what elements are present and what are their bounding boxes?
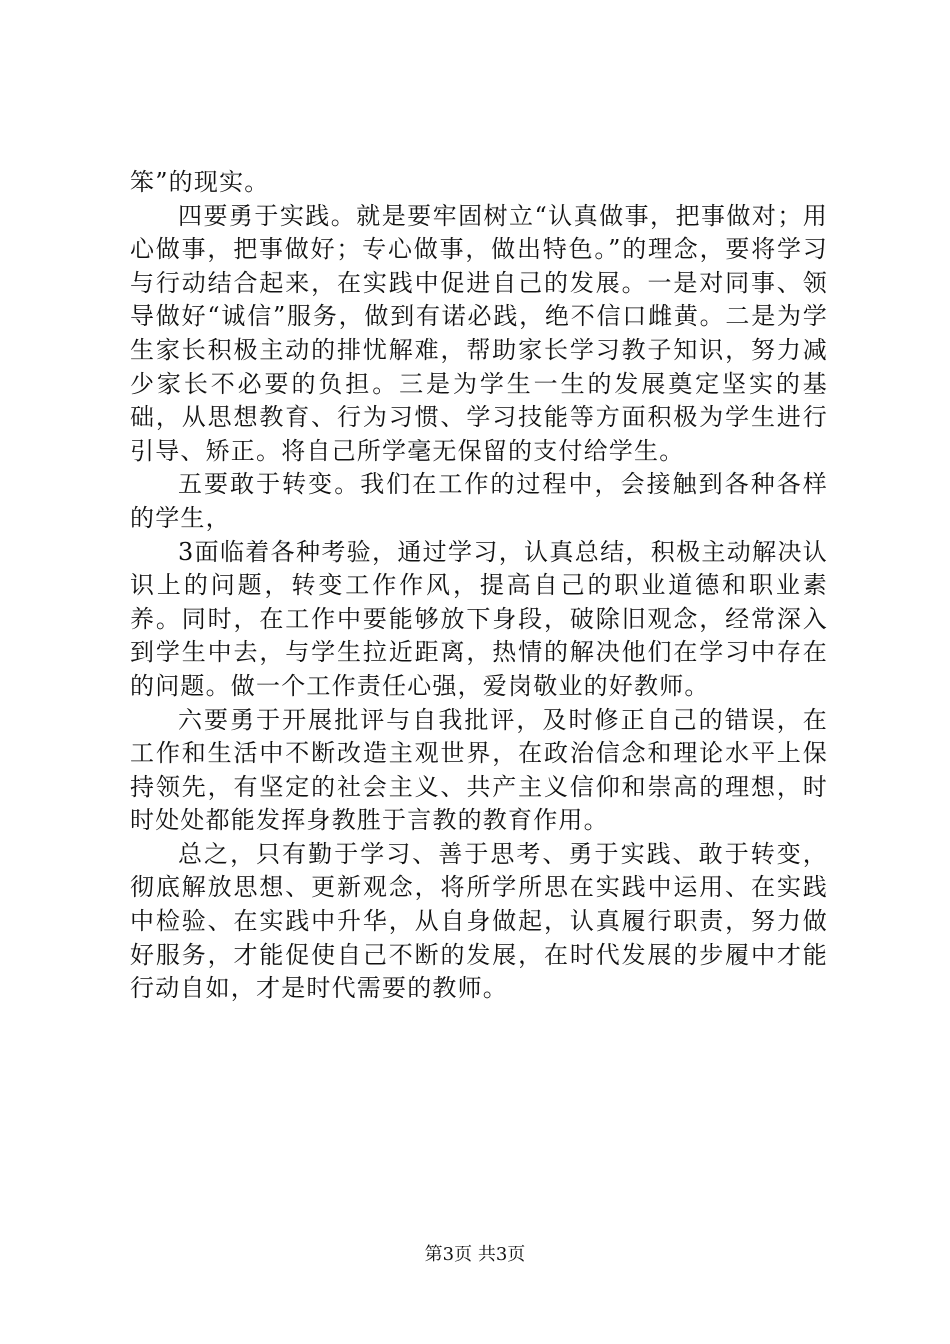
page-number-footer: 第3页 共3页 — [424, 1244, 526, 1265]
paragraph-continuation: 笨”的现实。 — [130, 168, 270, 196]
document-body — [130, 166, 828, 1006]
paragraph-practice: 四要勇于实践。就是要牢固树立“认真做事，把事做对；用心做事，把事做好；专心做事，做出特色。”的理念，要将学习与行动结合起来，在实践中促进自己的发展。一是对同事、领导做好“诚信”服务，做到有诺必践，绝不信口雌黄。二是为学生家长积极主动的排忧解难，帮助家长学习教子知识，努力减少家长不必要的负担。三是为学生一生的发展奠定坚实的基础，从思想教育、行为习惯、学习技能等方面积极为学生进行引导、矫正。将自己所学毫无保留的支付给学生。 — [130, 201, 828, 465]
paragraph-challenges: 3面临着各种考验，通过学习，认真总结，积极主动解决认识上的问题，转变工作作风，提高自己的职业道德和职业素养。同时，在工作中要能够放下身段，破除旧观念，经常深入到学生中去，与学生拉近距离，热情的解决他们在学习中存在的问题。做一个工作责任心强，爱岗敬业的好教师。 — [130, 537, 828, 700]
paragraph-change: 五要敢于转变。我们在工作的过程中，会接触到各种各样的学生， — [130, 470, 828, 532]
paragraph-criticism: 六要勇于开展批评与自我批评，及时修正自己的错误，在工作和生活中不断改造主观世界，在政治信念和理论水平上保持领先，有坚定的社会主义、共产主义信仰和崇高的理想，时时处处都能发挥身教胜于言教的教育作用。 — [130, 705, 828, 835]
paragraph-conclusion: 总之，只有勤于学习、善于思考、勇于实践、敢于转变，彻底解放思想、更新观念，将所学所思在实践中运用、在实践中检验、在实践中升华，从自身做起，认真履行职责，努力做好服务，才能促使自己不断的发展，在时代发展的步履中才能行动自如，才是时代需要的教师。 — [130, 839, 828, 1003]
